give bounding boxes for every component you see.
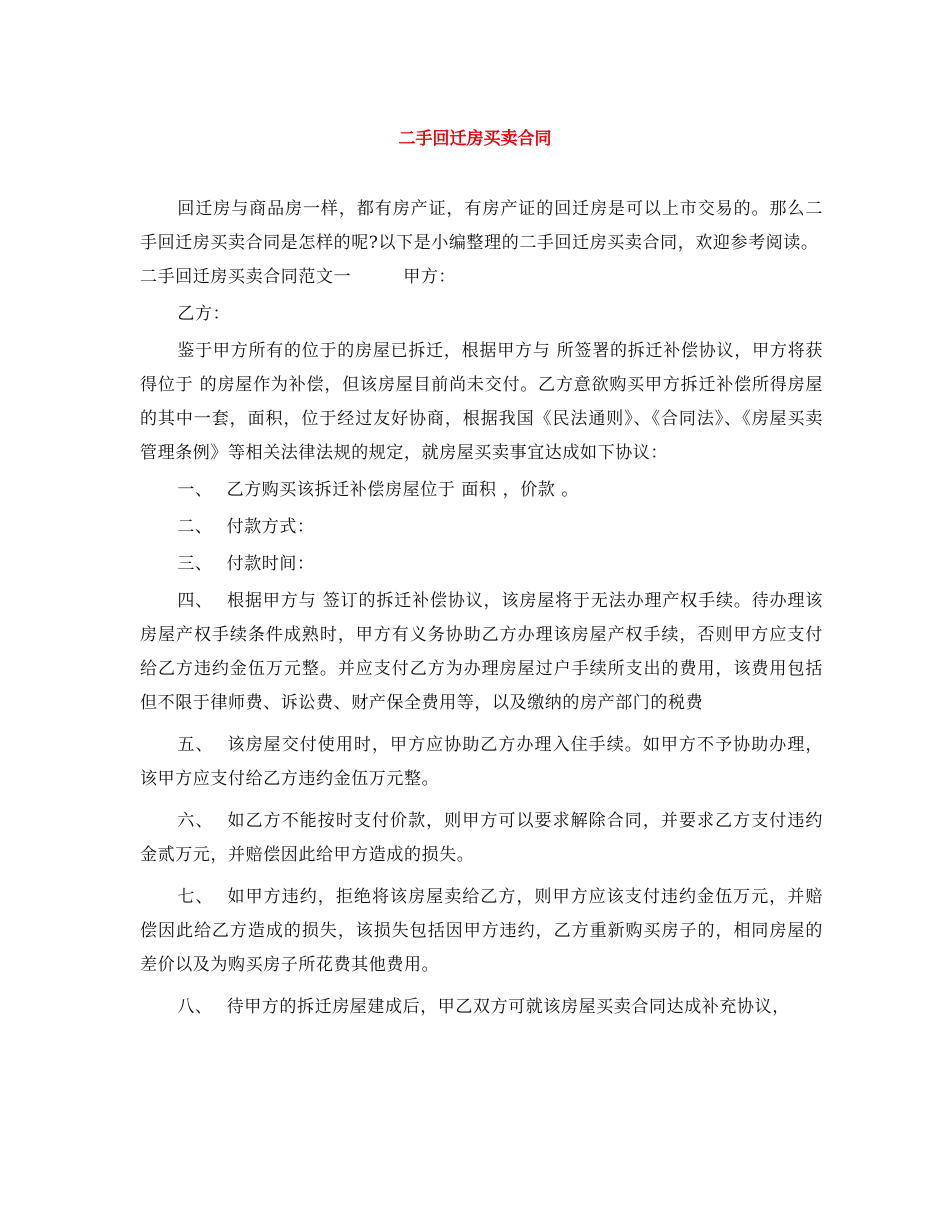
party-b-label: 乙方： xyxy=(177,304,231,324)
clause-7 xyxy=(140,880,823,982)
clause-number: 三、 xyxy=(177,554,213,574)
party-a-label: 甲方： xyxy=(403,267,457,287)
sample-heading: 二手回迁房买卖合同范文一 xyxy=(140,267,352,287)
clause-8 xyxy=(140,990,823,1024)
clause-6 xyxy=(140,804,823,872)
document-title: 二手回迁房买卖合同 xyxy=(398,129,552,149)
clause-number: 五、 xyxy=(177,735,214,755)
clause-number: 七、 xyxy=(177,887,214,907)
clause-3 xyxy=(140,547,823,581)
sample-heading-line xyxy=(140,260,823,294)
clause-text: 待甲方的拆迁房屋建成后，甲乙双方可就该房屋买卖合同达成补充协议， xyxy=(226,997,790,1017)
clause-text: 付款时间： xyxy=(226,554,315,574)
clause-1 xyxy=(140,473,823,507)
clause-number: 四、 xyxy=(177,591,214,611)
clause-number: 六、 xyxy=(177,811,214,831)
clause-2 xyxy=(140,510,823,544)
clause-text: 乙方购买该拆迁补偿房屋位于 面积 ，价款 。 xyxy=(226,480,580,500)
clause-text: 付款方式： xyxy=(226,517,315,537)
clause-text: 如乙方不能按时支付价款，则甲方可以要求解除合同，并要求乙方支付违约金贰万元，并赔偿因此给甲方造成的损失。 xyxy=(140,811,823,865)
clause-text: 根据甲方与 签订的拆迁补偿协议，该房屋将于无法办理产权手续。待办理该房屋产权手续条件成熟时，甲方有义务协助乙方办理该房屋产权手续，否则甲方应支付给乙方违约金伍万元整。并应支付乙方为办理房屋过户手续所支出的费用，该费用包括但不限于律师费、诉讼费、财产保全费用等，以及缴纳的房产部门的税费 xyxy=(140,591,823,713)
clause-4 xyxy=(140,584,823,720)
preamble-paragraph: 鉴于甲方所有的位于的房屋已拆迁，根据甲方与 所签署的拆迁补偿协议，甲方将获得位于 的房屋作为补偿，但该房屋目前尚未交付。乙方意欲购买甲方拆迁补偿所得房屋的其中一套，面积，位于经过友好协商，根据我国《民法通则》、《合同法》、《房屋买卖管理条例》等相关法律法规的规定，就房屋买卖事宜达成如下协议： xyxy=(140,341,823,463)
clause-number: 一、 xyxy=(177,480,213,500)
clause-text: 该房屋交付使用时，甲方应协助乙方办理入住手续。如甲方不予协助办理，该甲方应支付给乙方违约金伍万元整。 xyxy=(140,735,823,789)
intro-paragraph: 回迁房与商品房一样，都有房产证，有房产证的回迁房是可以上市交易的。那么二手回迁房买卖合同是怎样的呢?以下是小编整理的二手回迁房买卖合同，欢迎参考阅读。 xyxy=(140,199,823,253)
document-body xyxy=(140,192,823,1024)
clause-text: 如甲方违约，拒绝将该房屋卖给乙方，则甲方应该支付违约金伍万元，并赔偿因此给乙方造成的损失，该损失包括因甲方违约，乙方重新购买房子的，相同房屋的差价以及为购买房子所花费其他费用。 xyxy=(140,887,823,975)
clause-5 xyxy=(140,728,823,796)
clause-number: 八、 xyxy=(177,997,213,1017)
clause-number: 二、 xyxy=(177,517,213,537)
